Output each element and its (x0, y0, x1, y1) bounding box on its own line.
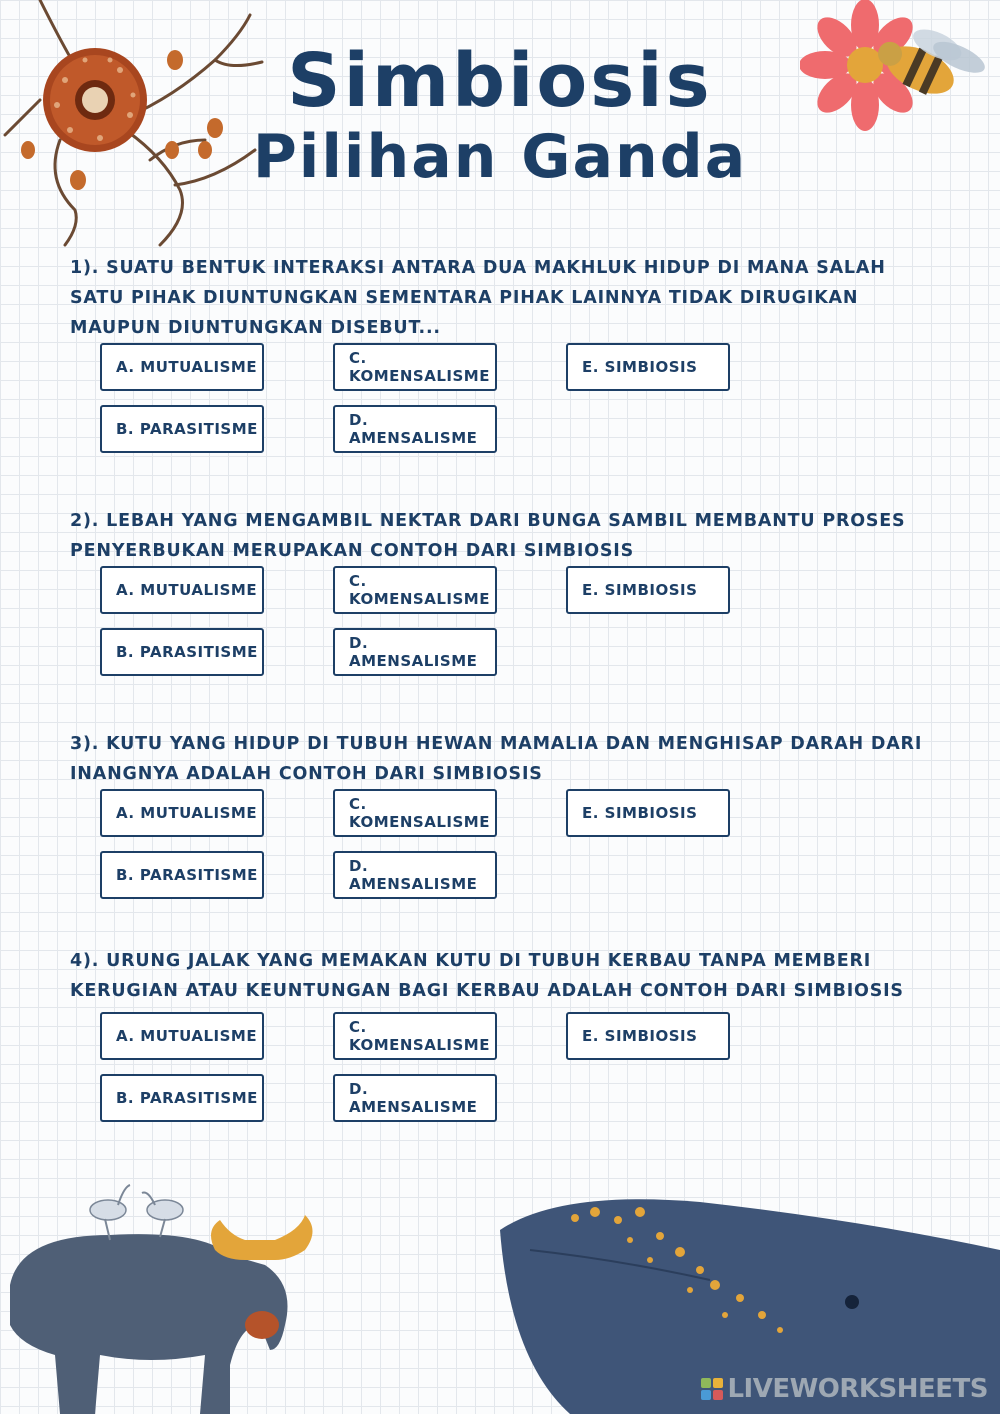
option-a-mutualisme[interactable]: A. MUTUALISME (100, 789, 264, 837)
question-2 (70, 506, 940, 566)
question-1 (70, 253, 940, 343)
question-text: 1). SUATU BENTUK INTERAKSI ANTARA DUA MAKHLUK HIDUP DI MANA SALAH SATU PIHAK DIUNTUNGKAN SEMENTARA PIHAK LAINNYA TIDAK DIRUGIKAN MAUPUN DIUNTUNGKAN DISEBUT... (70, 258, 886, 338)
option-b-parasitisme[interactable]: B. PARASITISME (100, 405, 264, 453)
option-c-komensalisme[interactable]: C. KOMENSALISME (333, 789, 497, 837)
liveworksheets-watermark (701, 1374, 988, 1404)
watermark-text: LIVEWORKSHEETS (727, 1374, 988, 1404)
option-c-komensalisme[interactable]: C. KOMENSALISME (333, 343, 497, 391)
option-d-amensalisme[interactable]: D. AMENSALISME (333, 628, 497, 676)
option-e-simbiosis[interactable]: E. SIMBIOSIS (566, 1012, 730, 1060)
option-d-amensalisme[interactable]: D. AMENSALISME (333, 405, 497, 453)
option-e-simbiosis[interactable]: E. SIMBIOSIS (566, 343, 730, 391)
option-b-parasitisme[interactable]: B. PARASITISME (100, 628, 264, 676)
question-text: 2). LEBAH YANG MENGAMBIL NEKTAR DARI BUNGA SAMBIL MEMBANTU PROSES PENYERBUKAN MERUPAKAN CONTOH DARI SIMBIOSIS (70, 511, 906, 561)
option-e-simbiosis[interactable]: E. SIMBIOSIS (566, 566, 730, 614)
option-c-komensalisme[interactable]: C. KOMENSALISME (333, 566, 497, 614)
option-d-amensalisme[interactable]: D. AMENSALISME (333, 851, 497, 899)
question-3 (70, 729, 940, 789)
question-text: 3). KUTU YANG HIDUP DI TUBUH HEWAN MAMALIA DAN MENGHISAP DARAH DARI INANGNYA ADALAH CONTOH DARI SIMBIOSIS (70, 734, 923, 784)
option-a-mutualisme[interactable]: A. MUTUALISME (100, 343, 264, 391)
question-4 (70, 946, 940, 1006)
question-text: 4). URUNG JALAK YANG MEMAKAN KUTU DI TUBUH KERBAU TANPA MEMBERI KERUGIAN ATAU KEUNTUNGAN BAGI KERBAU ADALAH CONTOH DARI SIMBIOSIS (70, 951, 904, 1001)
option-a-mutualisme[interactable]: A. MUTUALISME (100, 1012, 264, 1060)
option-a-mutualisme[interactable]: A. MUTUALISME (100, 566, 264, 614)
liveworksheets-logo-icon (701, 1378, 723, 1400)
page-title: Simbiosis (287, 38, 713, 124)
page-subtitle: Pilihan Ganda (252, 122, 748, 192)
option-e-simbiosis[interactable]: E. SIMBIOSIS (566, 789, 730, 837)
buffalo-birds-illustration (0, 1175, 340, 1414)
option-d-amensalisme[interactable]: D. AMENSALISME (333, 1074, 497, 1122)
option-b-parasitisme[interactable]: B. PARASITISME (100, 851, 264, 899)
option-c-komensalisme[interactable]: C. KOMENSALISME (333, 1012, 497, 1060)
option-b-parasitisme[interactable]: B. PARASITISME (100, 1074, 264, 1122)
